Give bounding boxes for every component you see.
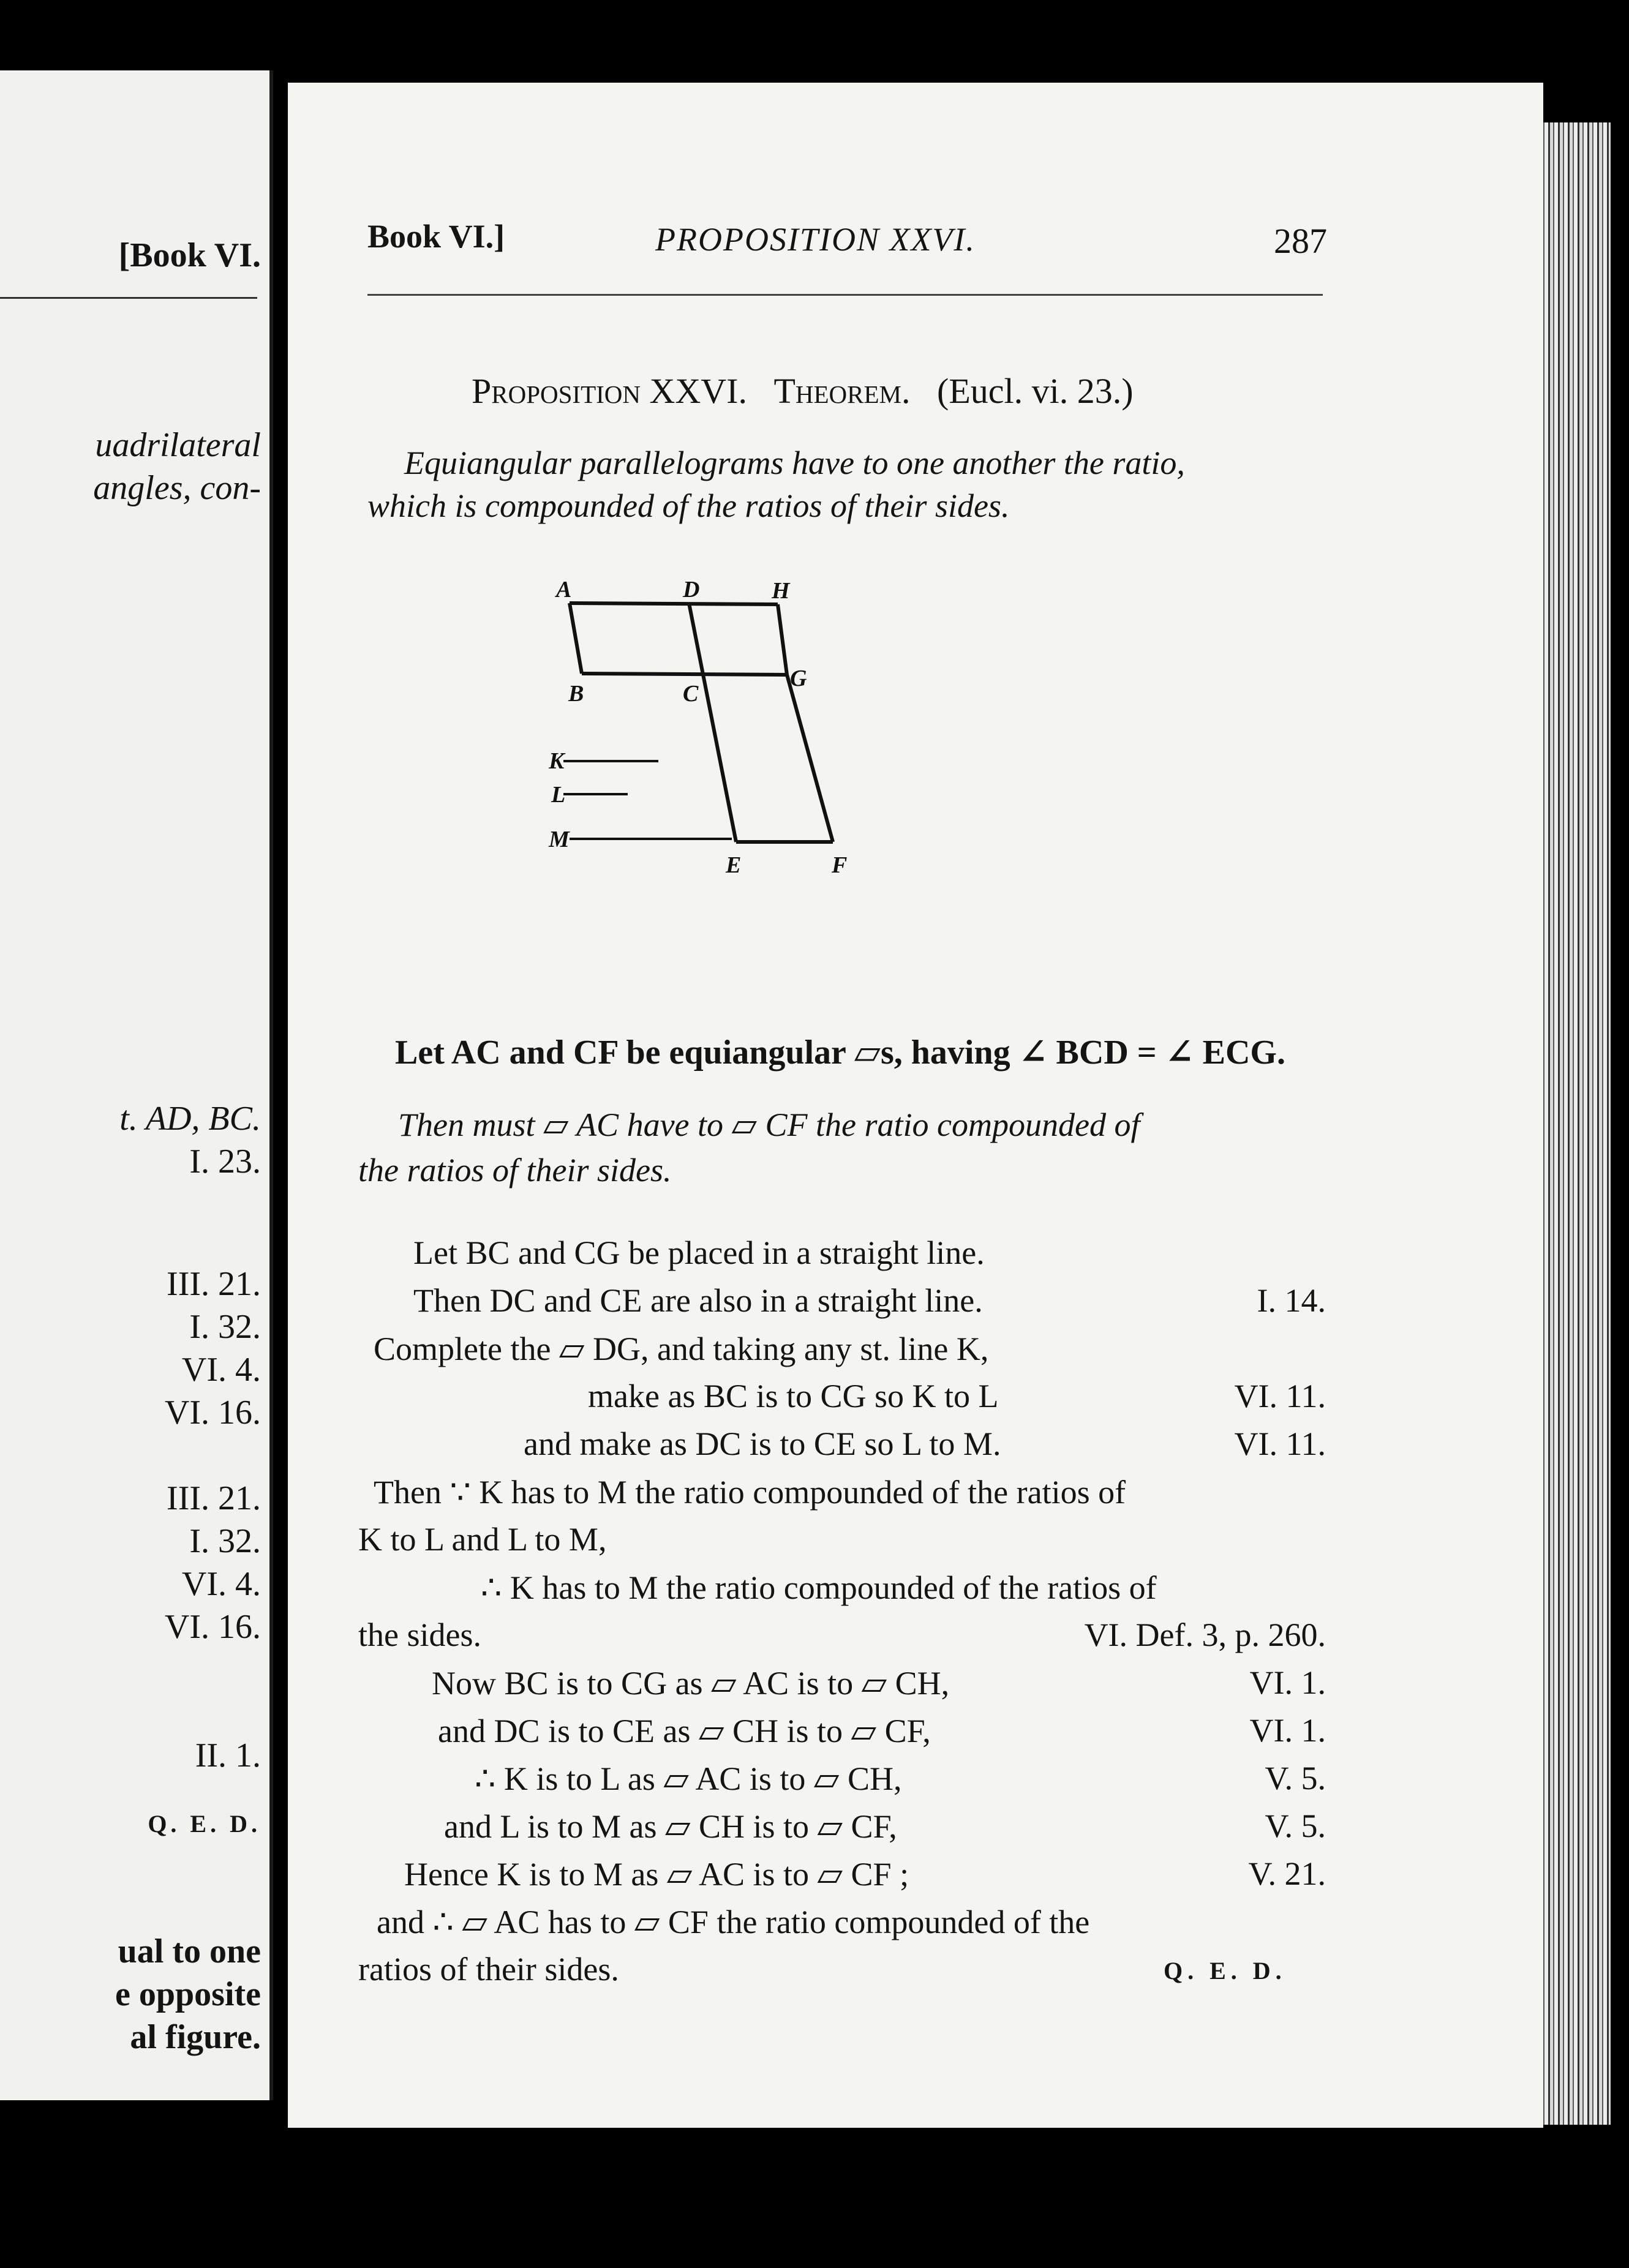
parallelogram-figure <box>551 579 931 903</box>
proof-text: Then DC and CE are also in a straight line. <box>413 1282 983 1319</box>
qed-mark: Q. E. D. <box>1164 1957 1287 1984</box>
proof-reference: V. 5. <box>1265 1808 1326 1844</box>
conclusion-line-2: the ratios of their sides. <box>358 1152 672 1188</box>
proof-reference: V. 5. <box>1265 1760 1326 1797</box>
left-ref: VI. 16. <box>164 1394 261 1432</box>
left-ref: VI. 16. <box>164 1608 261 1646</box>
left-ref: III. 21. <box>167 1265 261 1303</box>
label-B: B <box>568 681 584 707</box>
line-GF <box>787 675 833 842</box>
label-M: M <box>549 827 570 852</box>
book-page <box>288 83 1543 2128</box>
label-K: K <box>549 748 565 774</box>
line-BG <box>582 674 787 675</box>
proof-text: make as BC is to CG so K to L <box>588 1378 999 1414</box>
proof-reference: VI. 1. <box>1249 1664 1326 1701</box>
proposition-heading <box>472 370 1134 411</box>
line-DE <box>689 603 736 842</box>
label-D: D <box>683 577 700 603</box>
proof-text: K to L and L to M, <box>358 1521 607 1558</box>
proof-line <box>413 1282 1326 1320</box>
proof-reference: VI. 11. <box>1234 1378 1326 1414</box>
construction-statement: Let AC and CF be equiangular ▱s, having ∠ BCD = ∠ ECG. <box>395 1034 1285 1072</box>
proof-line <box>413 1234 1326 1272</box>
proof-line <box>481 1568 1326 1607</box>
proof-line <box>475 1759 1326 1798</box>
proof-reference: I. 14. <box>1257 1282 1326 1319</box>
left-ref: I. 32. <box>189 1308 261 1346</box>
left-ref: VI. 4. <box>181 1351 261 1389</box>
proof-line <box>374 1473 1326 1511</box>
running-head-book: Book VI.] <box>367 218 505 255</box>
proof <box>358 1234 1326 2030</box>
label-L: L <box>551 782 566 808</box>
left-tail-1: ual to one <box>118 1932 261 1970</box>
proof-text: ratios of their sides. <box>358 1951 619 1988</box>
proof-line <box>358 1616 1326 1654</box>
left-page-fragment <box>0 70 273 2100</box>
euclid-reference: (Eucl. vi. 23.) <box>937 371 1134 411</box>
proof-reference: VI. 1. <box>1249 1712 1326 1749</box>
proof-text: ∴ K has to M the ratio compounded of the ratios of <box>481 1569 1157 1606</box>
line-AB <box>570 603 582 674</box>
proof-text: Hence K is to M as ▱ AC is to ▱ CF ; <box>404 1856 909 1893</box>
left-tail-2: e opposite <box>115 1975 261 2013</box>
left-fragment-2: angles, con- <box>93 469 261 507</box>
page-number: 287 <box>1274 221 1327 261</box>
proof-text: Let BC and CG be placed in a straight line. <box>413 1234 985 1271</box>
label-G: G <box>790 666 807 691</box>
label-E: E <box>726 852 742 878</box>
proof-line <box>524 1425 1326 1463</box>
proof-reference: VI. 11. <box>1234 1425 1326 1462</box>
proof-reference: V. 21. <box>1248 1855 1326 1892</box>
proof-line <box>444 1807 1326 1846</box>
theorem-label: Theorem. <box>773 371 911 411</box>
left-ref: I. 23. <box>189 1143 261 1181</box>
proof-line <box>404 1855 1326 1893</box>
proof-text: Then ∵ K has to M the ratio compounded of the ratios of <box>374 1474 1126 1511</box>
proof-text: and L is to M as ▱ CH is to ▱ CF, <box>444 1808 897 1845</box>
line-AH <box>570 603 778 604</box>
left-tail-3: al figure. <box>130 2018 261 2056</box>
proof-line <box>588 1377 1326 1415</box>
proof-text: the sides. <box>358 1617 481 1653</box>
proof-line <box>374 1329 1326 1368</box>
enunciation-line-2: which is compounded of the ratios of their sides. <box>367 487 1010 524</box>
label-F: F <box>832 852 848 878</box>
proof-line <box>358 1520 1326 1558</box>
proof-line <box>432 1664 1326 1702</box>
proof-text: and ∴ ▱ AC has to ▱ CF the ratio compounded of the <box>377 1904 1090 1940</box>
proof-text: and DC is to CE as ▱ CH is to ▱ CF, <box>438 1713 931 1749</box>
label-A: A <box>556 577 572 603</box>
left-ref: VI. 4. <box>181 1565 261 1603</box>
proof-text: ∴ K is to L as ▱ AC is to ▱ CH, <box>475 1760 902 1797</box>
left-ref: II. 1. <box>195 1737 261 1774</box>
label-C: C <box>683 681 699 707</box>
left-header-rule <box>0 297 257 299</box>
proof-text: Complete the ▱ DG, and taking any st. line K, <box>374 1331 989 1367</box>
proof-text: Now BC is to CG as ▱ AC is to ▱ CH, <box>432 1665 950 1702</box>
proof-text: and make as DC is to CE so L to M. <box>524 1425 1001 1462</box>
proposition-number: Proposition XXVI. <box>472 371 747 411</box>
left-running-head: [Book VI. <box>118 236 261 274</box>
header-rule <box>367 294 1323 296</box>
enunciation-line-1: Equiangular parallelograms have to one another the ratio, <box>404 445 1185 481</box>
running-head-title: PROPOSITION XXVI. <box>655 221 976 258</box>
proof-reference: VI. Def. 3, p. 260. <box>1084 1617 1326 1653</box>
proof-line <box>377 1902 1326 1941</box>
line-HG <box>778 604 787 675</box>
left-fragment-3: t. AD, BC. <box>119 1100 261 1138</box>
proof-line <box>438 1711 1326 1750</box>
label-H: H <box>772 578 790 604</box>
left-ref: I. 32. <box>189 1522 261 1560</box>
left-fragment-1: uadrilateral <box>95 426 261 464</box>
left-qed: Q. E. D. <box>148 1810 261 1838</box>
conclusion-line-1: Then must ▱ AC have to ▱ CF the ratio compounded of <box>398 1106 1140 1143</box>
left-ref: III. 21. <box>167 1479 261 1517</box>
